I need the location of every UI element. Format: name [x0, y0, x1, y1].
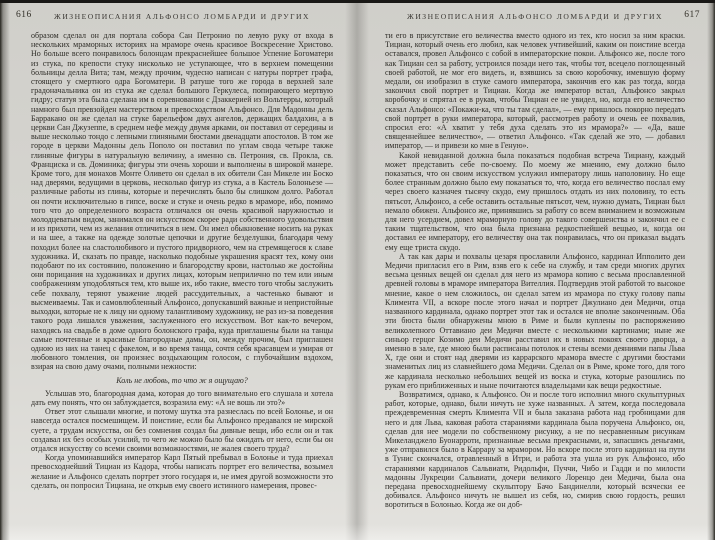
paragraph: Возвратимся, однако, к Альфонсо. Он и после того исполнил много скульптурных работ, которые, однако, были ничуть не хуже названных. А затем, когда последовала преждевременная смерть Климента VII и была заказана работа над гробницами для него и для Льва, каковая работа стараниями кардинала была поручена Альфонсо, он, сделав для нее модели по собственному рисунку, а не по несравненным рисункам Микеланджело Буонарроти, признанные весьма прекрасными, и, запасшись деньгами, уже отправился было в Каррару за мрамором. Но вскоре после этого кардинал на пути в Тунис скончался, отравленный в Итри, и работа эта ушла из рук Альфонсо, ибо стараниями кардиналов Сальвиати, Ридольфи, Пуччи, Чибо и Гадди и по милости мадонны Лукреции Сальвиати, дочери великого Лоренцо деи Медичи, была она передана превосходнейшему скульптору Бачо Бандинелли, который всячески ее добивался. Альфонсо ничуть не вышел из себя, но, смирив свою гордость, решил воротиться в Болонью. Когда же он доб- [385, 389, 685, 510]
scan-edge-left [0, 0, 10, 540]
page-right [357, 0, 714, 540]
running-head-left [16, 9, 333, 24]
paragraph: Услышав это, благородная дама, которая до того внимательно его слушала и хотела дать ему понять, что он заблуждается, возразила ему: «А не вошь ли это?» [31, 388, 333, 407]
page-gutter-shadow [345, 0, 369, 540]
paragraph: А так как дары и похвалы цезаря прославили Альфонсо, кардинал Ипполито деи Медичи пригласил его в Рим, взяв его к себе на службу, и там среди многих других весьма ценных вещей он сделал для него из мрамора копию с весьма прославленной древней головы в мраморе императора Вителлия. Подтвердив этой работой то высокое мнение, какое о нем сложилось, он сделал затем из мрамора по стуку голову папы Климента VII, а вскоре после этого начал и портрет Джулиано деи Медичи, отца названного кардинала, однако портрет этот так и остался не вполне законченным. Оба эти бюста были обнаружены мною в Риме и были куплены по распоряжению великолепного Оттавиано деи Медичи вместе с несколькими картинами; ныне же синьор герцог Козимо деи Медичи расставил их в новых покоях своего дворца, а именно в зале, где мною были расписаны потолок и стены всеми деяниями папы Льва X, где они и стоят над дверями из каррарского мрамора вместе с другими бюстами знаменитых лиц из славнейшего дома Медичи. Сделал он в Риме, кроме того, для того же кардинала несколько небольших вещей из воска и стука, которые разошлись по рукам его приближенных и ныне почитаются владельцами как вещи редкостные. [385, 251, 685, 390]
page-number-right: 617 [684, 10, 700, 20]
running-title-right: ЖИЗНЕОПИСАНИЯ АЛЬФОНСО ЛОМБАРДИ И ДРУГИХ [407, 12, 663, 21]
page-bottom-fade [0, 524, 715, 540]
paragraph-continuation: ти его в присутствие его величества вместо одного из тех, кто носил за ним краски. Тициан, который очень его любил, как человек учтивейший, каким он поистине всегда оставался, провел Альфонсо с собой в императорские покои. Альфонсо же, после того как Тициан сел за работу, устроился позади него так, чтобы тот, всецело поглощенный своей работой, не мог его видеть, и, взявшись за свою коробочку, имевшую форму медали, он изобразил в стуке самого императора, закончив его как раз тогда, когда закончил свой портрет и Тициан. Когда же император встал, Альфонсо закрыл коробочку и спрятал ее в рукав, чтобы Тициан ее не увидел, но, когда его величество сказал Альфонсо: «Покажи-ка, что ты там сделал», — ему пришлось покорно передать свой портрет в руки императора, который, рассмотрев работу и очень ее похвалив, спросил его: «А хватит у тебя духа сделать это из мрамора?» — «Да, ваше священнейшее величество», — ответил Альфонсо. «Так сделай же это, — добавил император, — и привези ко мне в Геную». [385, 31, 685, 151]
page-text-right [385, 31, 685, 510]
page-text-left [31, 31, 333, 490]
paragraph: Какой невиданной должна была показаться подобная встреча Тициану, каждый может представить себе по-своему. По моему же мнению, ему должно было показаться, что он своим искусством услужил императору лишь наполовину. Но еще более странным должно было ему показаться то, что, когда его величество послал ему через своего казначея тысячу скудо, ему пришлось отдать из них половину, то есть пятьсот, Альфонсо, а себе оставить остальные пятьсот, чем, нужно думать, Тициан был немало обижен. Альфонсо же, принявшись за работу со всем вниманием и возможным для него усердием, довел мраморную голову до такого совершенства и закончил ее с таким тщательством, что она была признана редкостнейшей вещью, и, когда он доставил ее императору, его величеству она так понравилась, что он приказал выдать ему еще триста скудо. [385, 150, 685, 252]
paragraph-continuation: образом сделал он для портала собора Сан Петронио по левую руку от входа в нескольких мраморных историях на мраморе очень красивое Воскресение Христово. Но больше всего понравилось болонцам прекраснейшее большое Успение Богоматери из стука, по крепости стуку нисколько не уступающее, что в верхнем помещении больницы делла Вита; там, между прочим, чудесно написан с натуры портрет графа, стоящего у смертного одра Богоматери. В ратуше того же города в верхней зале градоначальника он из стука же сделал большого Геркулеса, попирающего мертвую гидру; статуя эта была сделана им в соревновании с Дзаккерией из Вольтерры, который намного был превзойден мастерством и превосходством Альфонсо. Для Мадонны дель Барракано он же сделал на стуке барельефом двух ангелов, держащих балдахин, а в церкви Сан Джузеппе, в среднем нефе между двумя арками, он поставил от середины и выше несколько тондо с лепными глиняными бюстами двенадцати апостолов. В том же городе в церкви Мадонны дель Пополо он поставил по углам свода четыре также глиняные фигуры в натуральную величину, а именно св. Петрония, св. Прокла, св. Франциска и св. Доминика; фигуры эти очень хороши и выполнены в широкой манере. Кроме того, для монахов Монте Оливето он сделал в их обители Сан Микеле ин Боско над дверями, ведущими в церковь, несколько фигур из стука, а в Кастель Болоньезе — различные работы из глины, которые и перечислять было бы слишком долго. Работал он почти исключительно в гипсе, воске и стуке и очень редко в мраморе, ибо, помимо того что до определенного возраста отличался он очень красивой наружностью и молодцеватым видом, занимался он искусством скорее ради собственного удовольствия и из прихоти, чем из желания отличиться в нем. Он имел обыкновение носить на руках и на шее, а также на одежде золотые цепочки и другие безделушки, благодаря чему походил более на сластолюбивого и пустого придворного, чем на стремящегося к славе художника. И, сказать по правде, насколько подобные украшения красят тех, кому они подобают по их состоянию, положению и благородству крови, настолько же достойны они порицания на художниках и других лицах, которым неприлично по тем или иным соображениям уподобляться тем, кто выше их, ибо такие, вместо того чтобы заслужить себе похвалу, теряют уважение людей рассудительных, а частенько бывают и высмеиваемы. Так и самовлюбленный Альфонсо, допускавший важные и непристойные выходки, которые не к лицу ни одному талантливому художнику, не раз из-за поведения такого рода лишался уважения, заслуженного его искусством. Вот как-то вечером, находясь на свадьбе в доме одного болонского графа, куда приглашены были на танцы самые почтенные и красивые благородные дамы, он, между прочим, был приглашен одною из них на танец с факелом, и во время танца, сочтя себя красавцем и умирая от любовного томления, он произнес воздыхающим голосом, с глубочайшим вздохом, взирая на свою даму очами, полными нежности: [31, 31, 333, 372]
running-title-left: ЖИЗНЕОПИСАНИЯ АЛЬФОНСО ЛОМБАРДИ И ДРУГИХ [54, 12, 310, 21]
running-head-right [385, 9, 700, 24]
paragraph: Когда упоминавшийся император Карл Пятый пребывал в Болонье и туда приехал превосходнейший Тициан из Кадора, чтобы написать портрет его величества, возымел желание и Альфонсо сделать портрет этого государя и, не имея другой возможности это сделать, он попросил Тициана, не открыв ему своего истинного намерения, провес- [31, 453, 333, 490]
verse-line: Коль не любовь, то что ж я ощущаю? [116, 375, 248, 385]
paragraph: Ответ этот слышали многие, и потому шутка эта разнеслась по всей Болонье, и он навсегда остался посмешищем. И поистине, если бы Альфонсо предавался не мирской суете, а трудам искусства, он без сомнения создал бы дивные вещи, ибо если он и так создавал их без особых усилий, то чего же можно было бы ожидать от него, если бы он отдался искусству со всеми своими возможностями, не жалея своего труда? [31, 407, 333, 453]
scan-edge-top [0, 0, 715, 3]
page-left [0, 0, 357, 540]
scan-edge-right [707, 0, 715, 540]
page-number-left: 616 [16, 10, 32, 20]
